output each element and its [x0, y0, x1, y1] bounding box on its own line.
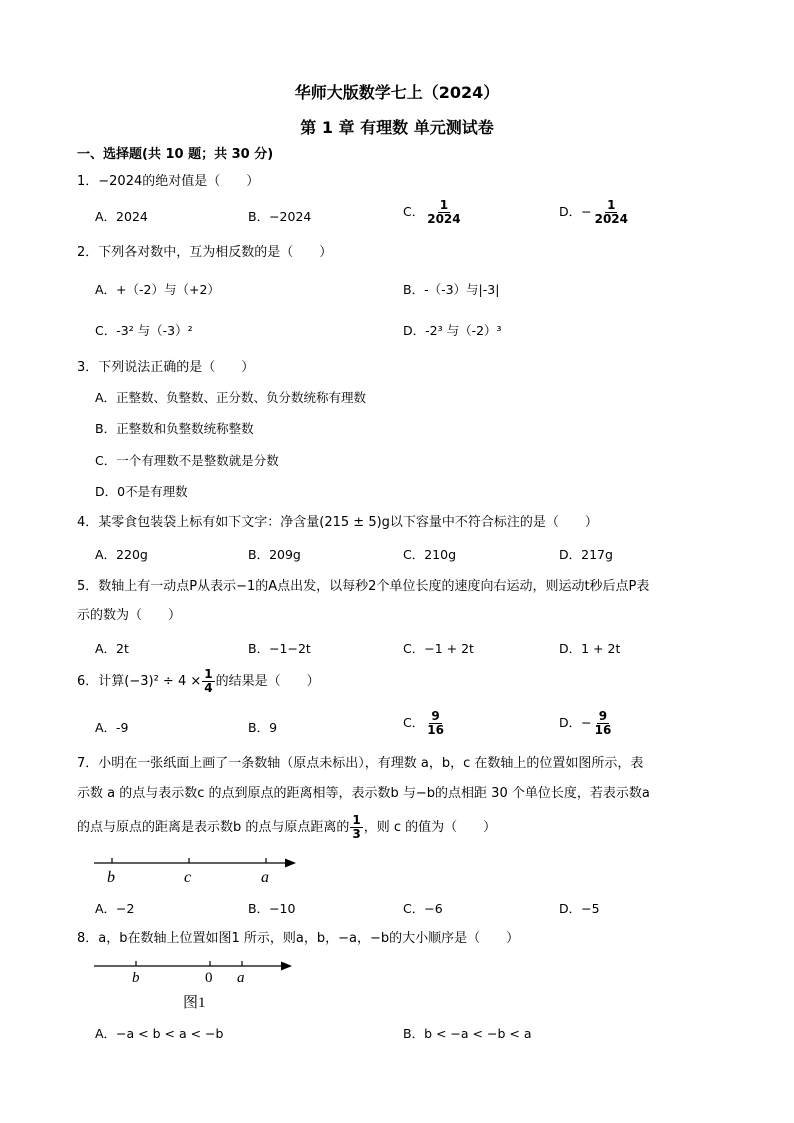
- question-1-option-a: A．2024: [95, 209, 148, 224]
- question-7-option-d: D．−5: [559, 901, 600, 916]
- axis-label-b: b: [107, 869, 115, 886]
- axis-label-c: c: [184, 869, 192, 886]
- section-heading: 一、选择题(共 10 题；共 30 分): [77, 147, 274, 162]
- exam-title: 华师大版数学七上（2024）: [294, 83, 500, 102]
- question-7-stem-line-1: 7．小明在一张纸面上画了一条数轴（原点未标出），有理数 a，b，c 在数轴上的位置如图所示，表: [77, 756, 644, 771]
- question-5-option-d: D．1 + 2t: [559, 641, 621, 656]
- question-3-option-a: A．正整数、负整数、正分数、负分数统称有理数: [95, 390, 367, 405]
- arrow-icon: [281, 962, 292, 971]
- exam-subtitle: 第 1 章 有理数 单元测试卷: [300, 118, 494, 137]
- question-2-option-b: B．-（-3）与|-3|: [403, 282, 500, 297]
- question-4-option-d: D．217g: [559, 547, 613, 562]
- axis-label-b: b: [132, 970, 140, 986]
- question-5-stem-line-1: 5．数轴上有一动点P从表示−1的A点出发，以每秒2个单位长度的速度向右运动，则运动t秒后点P表: [77, 579, 650, 594]
- fraction: $\frac{1}{2024}$: [594, 198, 629, 226]
- question-6-stem: 6．计算(−3)² ÷ 4 × $\frac{1}{4}$ 的结果是（ ）: [77, 667, 320, 695]
- axis-label-a: a: [237, 970, 245, 986]
- question-7-option-a: A．−2: [95, 901, 135, 916]
- fraction: $\frac{9}{16}$: [594, 709, 612, 737]
- question-5-option-c: C．−1 + 2t: [403, 641, 474, 656]
- question-8-option-b: B．b < −a < −b < a: [403, 1026, 532, 1041]
- figure-caption: 图1: [183, 995, 206, 1011]
- question-4-option-b: B．209g: [248, 547, 301, 562]
- question-8-stem: 8．a，b在数轴上位置如图1 所示，则a，b，−a，−b的大小顺序是（ ）: [77, 931, 520, 946]
- question-4-option-a: A．220g: [95, 547, 148, 562]
- fraction: $\frac{1}{2024}$: [427, 198, 461, 226]
- question-5-option-b: B．−1−2t: [248, 641, 311, 656]
- question-4-option-c: C．210g: [403, 547, 457, 562]
- question-3-option-d: D．0不是有理数: [95, 484, 188, 499]
- question-7-option-c: C．−6: [403, 901, 443, 916]
- question-3-option-b: B．正整数和负整数统称整数: [95, 421, 254, 436]
- question-5-option-a: A．2t: [95, 641, 129, 656]
- question-7-number-line: [90, 852, 300, 886]
- question-2-option-d: D．-2³ 与（-2）³: [403, 323, 502, 338]
- fraction: $\frac{1}{4}$: [204, 667, 213, 695]
- question-3-option-c: C．一个有理数不是整数就是分数: [95, 453, 279, 468]
- fraction: $\frac{9}{16}$: [427, 709, 444, 737]
- question-8-option-a: A．−a < b < a < −b: [95, 1026, 224, 1041]
- question-1-option-d: D．− $\frac{1}{2024}$: [559, 198, 629, 226]
- question-4-stem: 4．某零食包装袋上标有如下文字：净含量(215 ± 5)g以下容量中不符合标注的是（ ）: [77, 515, 598, 530]
- question-6-option-c: C． $\frac{9}{16}$: [403, 709, 444, 737]
- fraction: $\frac{1}{3}$: [352, 813, 361, 841]
- question-1-option-b: B．−2024: [248, 209, 312, 224]
- question-7-stem-line-2: 示数 a 的点与表示数c 的点到原点的距离相等，表示数b 与−b的点相距 30 个单位长度，若表示数a: [77, 786, 650, 801]
- question-3-stem: 3．下列说法正确的是（ ）: [77, 360, 255, 375]
- question-5-stem-line-2: 示的数为（ ）: [77, 608, 182, 623]
- question-6-option-d: D．− $\frac{9}{16}$: [559, 709, 612, 737]
- question-2-option-c: C．-3² 与（-3）²: [95, 323, 193, 338]
- question-2-option-a: A．+（-2）与（+2）: [95, 282, 220, 297]
- question-2-stem: 2．下列各对数中，互为相反数的是（ ）: [77, 245, 333, 260]
- arrow-icon: [285, 859, 296, 868]
- question-6-option-b: B．9: [248, 720, 278, 735]
- question-1-stem: 1．−2024的绝对值是（ ）: [77, 174, 260, 189]
- question-8-number-line: [90, 955, 300, 1015]
- question-1-option-c: C． $\frac{1}{2024}$: [403, 198, 461, 226]
- axis-label-zero: 0: [205, 970, 213, 986]
- question-7-option-b: B．−10: [248, 901, 296, 916]
- question-7-stem-line-3: 的点与原点的距离是表示数b 的点与原点距离的 $\frac{1}{3}$ ，则 c 的值为（ ）: [77, 813, 497, 841]
- question-6-option-a: A．-9: [95, 720, 129, 735]
- axis-label-a: a: [261, 869, 269, 886]
